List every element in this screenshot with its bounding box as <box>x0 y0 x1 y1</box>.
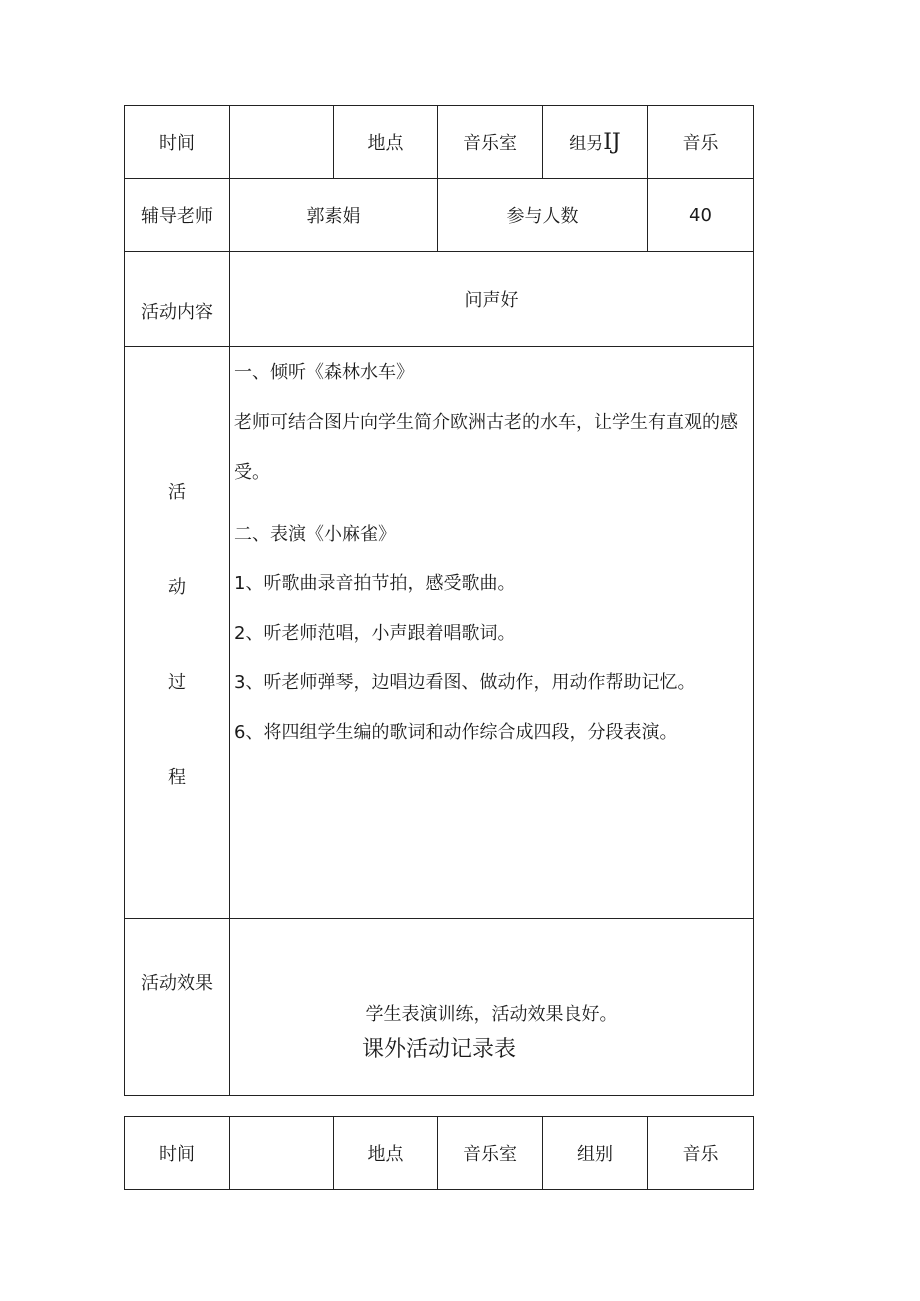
process-line: 6、将四组学生编的歌词和动作综合成四段，分段表演。 <box>234 721 678 743</box>
process-label-char: 动 <box>168 577 186 598</box>
activity-record-table-1 <box>124 105 754 1096</box>
participants-label: 参与人数 <box>438 179 648 252</box>
time-label: 时间 <box>125 1117 230 1190</box>
table-row <box>125 919 754 1096</box>
teacher-value: 郭素娟 <box>230 179 438 252</box>
time-value <box>230 106 334 179</box>
place-label: 地点 <box>334 1117 438 1190</box>
teacher-label: 辅导老师 <box>125 179 230 252</box>
table-row <box>125 106 754 179</box>
content-value: 问声好 <box>230 252 754 347</box>
place-value: 音乐室 <box>438 1117 543 1190</box>
process-line: 一、倾听《森林水车》 <box>234 362 414 383</box>
table-row <box>125 347 754 919</box>
activity-record-table-2 <box>124 1116 754 1190</box>
participants-value: 40 <box>648 179 754 252</box>
table-row <box>125 179 754 252</box>
process-label-cell <box>125 347 230 919</box>
group-label: 组别 <box>543 1117 648 1190</box>
content-label: 活动内容 <box>125 252 230 347</box>
time-value <box>230 1117 334 1190</box>
table-row <box>125 252 754 347</box>
table-row <box>125 1117 754 1190</box>
group-value: 音乐 <box>648 1117 754 1190</box>
group-value: 音乐 <box>648 106 754 179</box>
process-label-char: 活 <box>168 482 186 503</box>
place-value: 音乐室 <box>438 106 543 179</box>
process-label-char: 过 <box>168 672 186 693</box>
process-content <box>230 347 754 919</box>
process-line: 老师可结合图片向学生简介欧洲古老的水车，让学生有直观的感受。 <box>234 411 738 483</box>
form-title: 课外活动记录表 <box>361 1037 516 1062</box>
process-line: 3、听老师弹琴，边唱边看图、做动作，用动作帮助记忆。 <box>234 672 696 693</box>
place-label: 地点 <box>334 106 438 179</box>
process-label-char: 程 <box>168 767 186 788</box>
time-label: 时间 <box>125 106 230 179</box>
effect-label: 活动效果 <box>125 919 230 1096</box>
group-mark: IJ <box>603 130 621 155</box>
effect-value: 学生表演训练，活动效果良好。 <box>230 919 754 1096</box>
process-line: 二、表演《小麻雀》 <box>234 523 396 545</box>
process-line: 1、听歌曲录音拍节拍，感受歌曲。 <box>234 573 516 594</box>
process-line: 2、听老师范唱，小声跟着唱歌词。 <box>234 622 516 644</box>
group-cell <box>543 106 648 179</box>
group-label: 组另 <box>569 134 604 154</box>
